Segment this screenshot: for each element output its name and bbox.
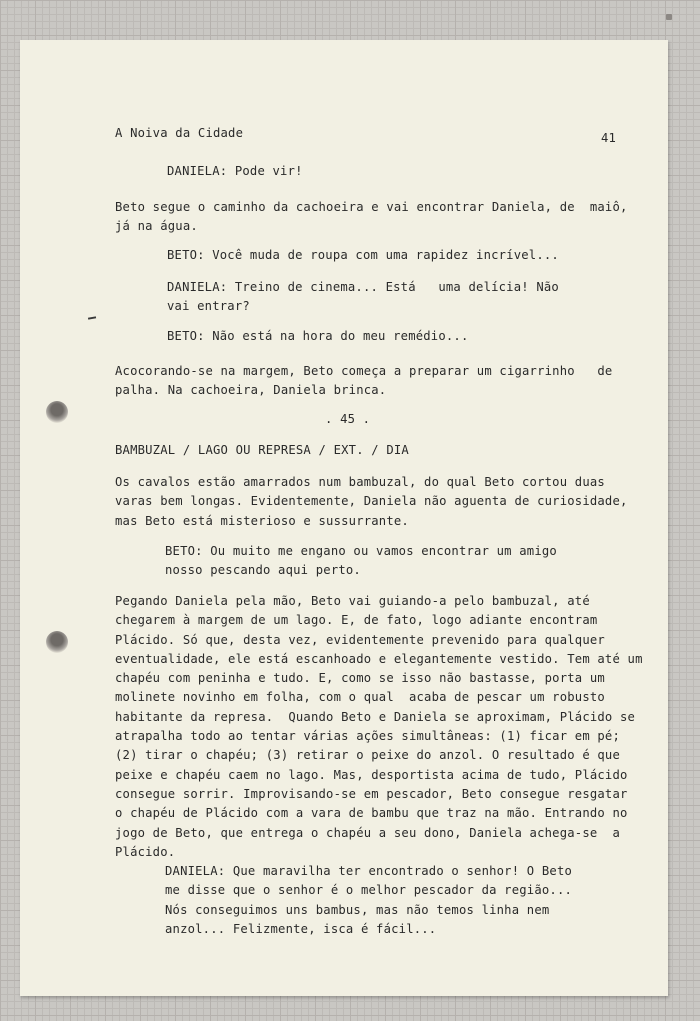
dialogue-daniela-2: DANIELA: Treino de cinema... Está uma delícia! Não vai entrar? [167,280,559,314]
pin-mark [666,14,672,20]
scene-heading: BAMBUZAL / LAGO OU REPRESA / EXT. / DIA [115,443,409,457]
action-paragraph-4: Pegando Daniela pela mão, Beto vai guiando-a pelo bambuzal, até chegarem à margem de um lago. E, de fato, logo adiante encontram Plácido. Só que, desta vez, evidentemente prevenido para qualquer eventualidade, ele está escanhoado e elegantemente vestido. Tem até um chapéu com peninha e tudo. E, como se isso não bastasse, porta um molinete novinho em folha, com o qual acaba de pescar um robusto habitante da represa. Quando Beto e Daniela se aproximam, Plácido se atrapalha todo ao tentar várias ações simultâneas: (1) ficar em pé; (2) tirar o chapéu; (3) retirar o peixe do anzol. O resultado é que peixe e chapéu caem no lago. Mas, desportista acima de tudo, Plácido consegue sorrir. Improvisando-se em pescador, Beto consegue resgatar o chapéu de Plácido com a vara de bambu que traz na mão. Entrando no jogo de Beto, que entrega o chapéu a seu dono, Daniela achega-se a Plácido. [115,594,643,859]
action-paragraph-2: Acocorando-se na margem, Beto começa a preparar um cigarrinho de palha. Na cachoeira, Daniela brinca. [115,364,613,398]
punch-hole-lower [46,631,68,653]
dialogue-beto-3: BETO: Ou muito me engano ou vamos encontrar um amigo nosso pescando aqui perto. [165,544,557,578]
dialogue-beto-2: BETO: Não está na hora do meu remédio... [167,329,469,343]
page-number: 41 [601,131,617,145]
dialogue-daniela-1: DANIELA: Pode vir! [167,164,303,178]
punch-hole-upper [46,401,68,423]
dialogue-beto-1: BETO: Você muda de roupa com uma rapidez incrível... [167,248,559,262]
action-paragraph-1: Beto segue o caminho da cachoeira e vai encontrar Daniela, de maiô, já na água. [115,200,628,234]
dialogue-daniela-3: DANIELA: Que maravilha ter encontrado o senhor! O Beto me disse que o senhor é o melhor pescador da região... Nós conseguimos uns bambus, mas não temos linha nem anzol... Felizmente, isca é fácil... [165,864,573,936]
action-paragraph-3: Os cavalos estão amarrados num bambuzal, do qual Beto cortou duas varas bem longas. Evidentemente, Daniela não aguenta de curiosidade, mas Beto está misterioso e sussurrante. [115,475,628,528]
page-header-title: A Noiva da Cidade [115,126,244,140]
scene-number: . 45 . [325,412,371,426]
